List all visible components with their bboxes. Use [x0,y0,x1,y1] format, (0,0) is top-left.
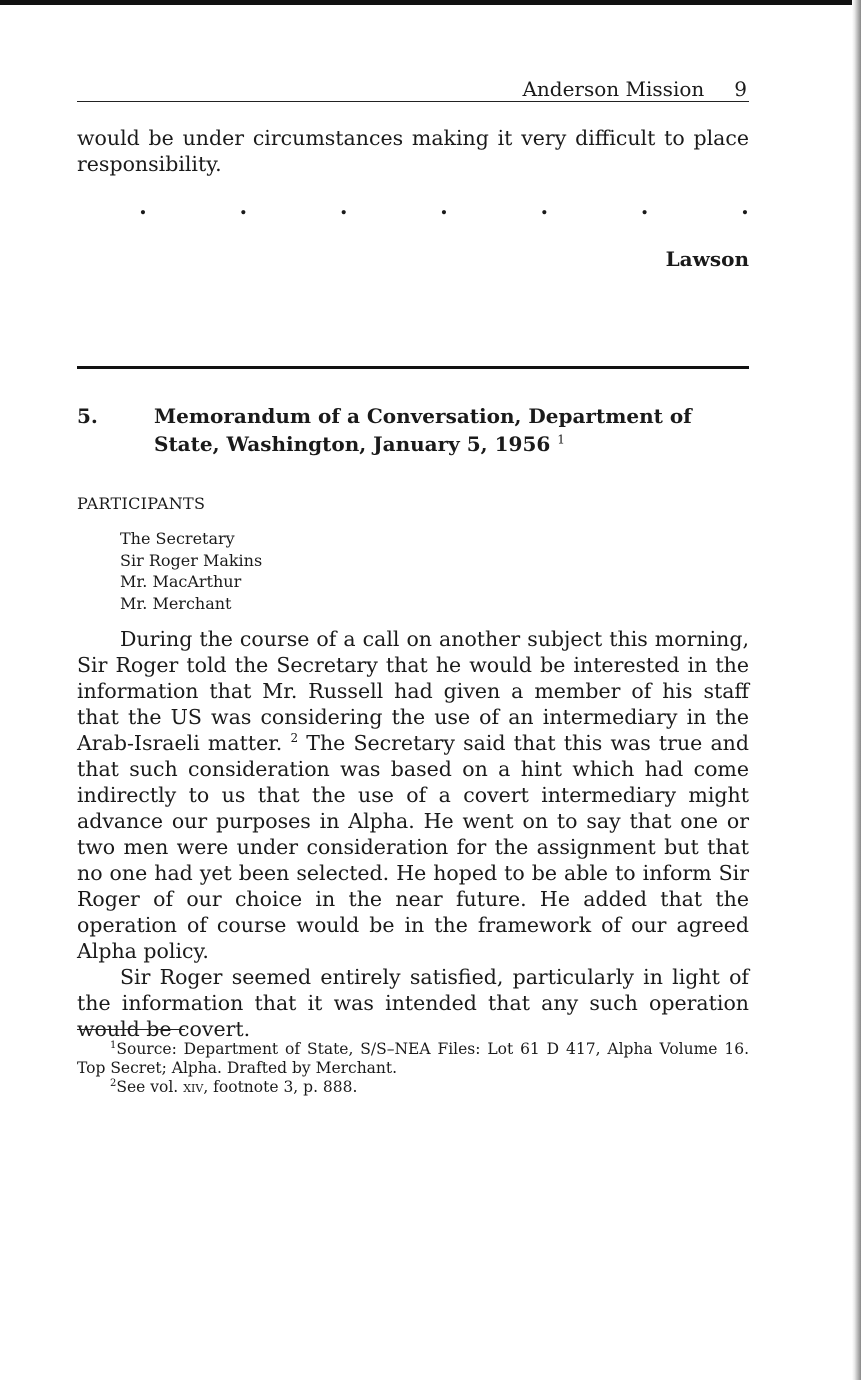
ellipsis-dot: . [239,194,248,220]
carryover-text: would be under circumstances making it very difficult to place responsibility. [77,126,749,176]
footnote-ref[interactable]: 1 [557,432,565,447]
footnote-text: Source: Department of State, S/S–NEA Files: Lot 61 D 417, Alpha Volume 16. Top Secret; Alpha. Drafted by Merchant. [77,1040,749,1077]
document-number: 5. [77,404,98,428]
scan-right-edge [852,0,861,1380]
document-title [154,402,749,458]
participants-list [120,528,262,614]
body-paragraph [77,964,749,1042]
footnote-mark: 2 [110,1077,117,1089]
signature: Lawson [665,247,749,271]
participant: Mr. Merchant [120,593,232,613]
participant: The Secretary [120,529,235,548]
ellipsis-dot: . [640,194,649,220]
paragraph-text: The Secretary said that this was true and that such consideration was based on a hint which had come indirectly to us that the use of a covert intermediary might advance our purposes in Alpha. He went on to say that one or two men were under consideration for the assignment but that no one had yet been selected. He hoped to be able to inform Sir Roger of our choice in the near future. He added that the operation of course would be in the framework of our agreed Alpha policy. [77,731,750,963]
carryover-paragraph [77,125,749,177]
footnote [77,1040,749,1078]
ellipsis-dot: . [339,194,348,220]
document-title-text: Memorandum of a Conversation, Department of State, Washington, January 5, 1956 [154,404,692,456]
header-rule [77,101,749,102]
paragraph-text: During the course of a call on another subject this morning, Sir Roger told the Secretary that he would be interested in the information that Mr. Russell had given a member of his staff that the US was considering the use of an intermediary in the Arab-Israeli matter. [77,627,749,755]
footnote-ref[interactable]: 2 [290,731,299,746]
body-paragraph [77,626,749,964]
footnote [77,1078,749,1097]
footnotes [77,1040,749,1097]
footnote-text: See vol. [116,1078,179,1096]
running-head [77,76,749,102]
participants-heading: PARTICIPANTS [77,494,206,513]
scan-top-edge [0,0,861,5]
section-divider [77,366,749,369]
footnote-text: , footnote 3, p. 888. [203,1078,358,1096]
footnote-mark: 1 [110,1039,117,1051]
ellipsis-dot: . [741,194,749,220]
page-number: 9 [734,77,747,101]
paragraph-text: Sir Roger seemed entirely satisfied, particularly in light of the information that it was intended that any such operation would be covert. [77,965,749,1041]
memo-body [77,626,749,1042]
ellipsis-dot: . [440,194,448,220]
ellipsis-row [139,196,749,218]
ellipsis-dot: . [540,194,549,220]
footnote-rule [77,1029,185,1030]
participant: Mr. MacArthur [120,572,242,591]
ellipsis-dot: . [139,194,147,220]
footnote-volume: xiv [183,1078,204,1096]
participant: Sir Roger Makins [120,550,263,570]
running-head-title: Anderson Mission [522,77,705,101]
